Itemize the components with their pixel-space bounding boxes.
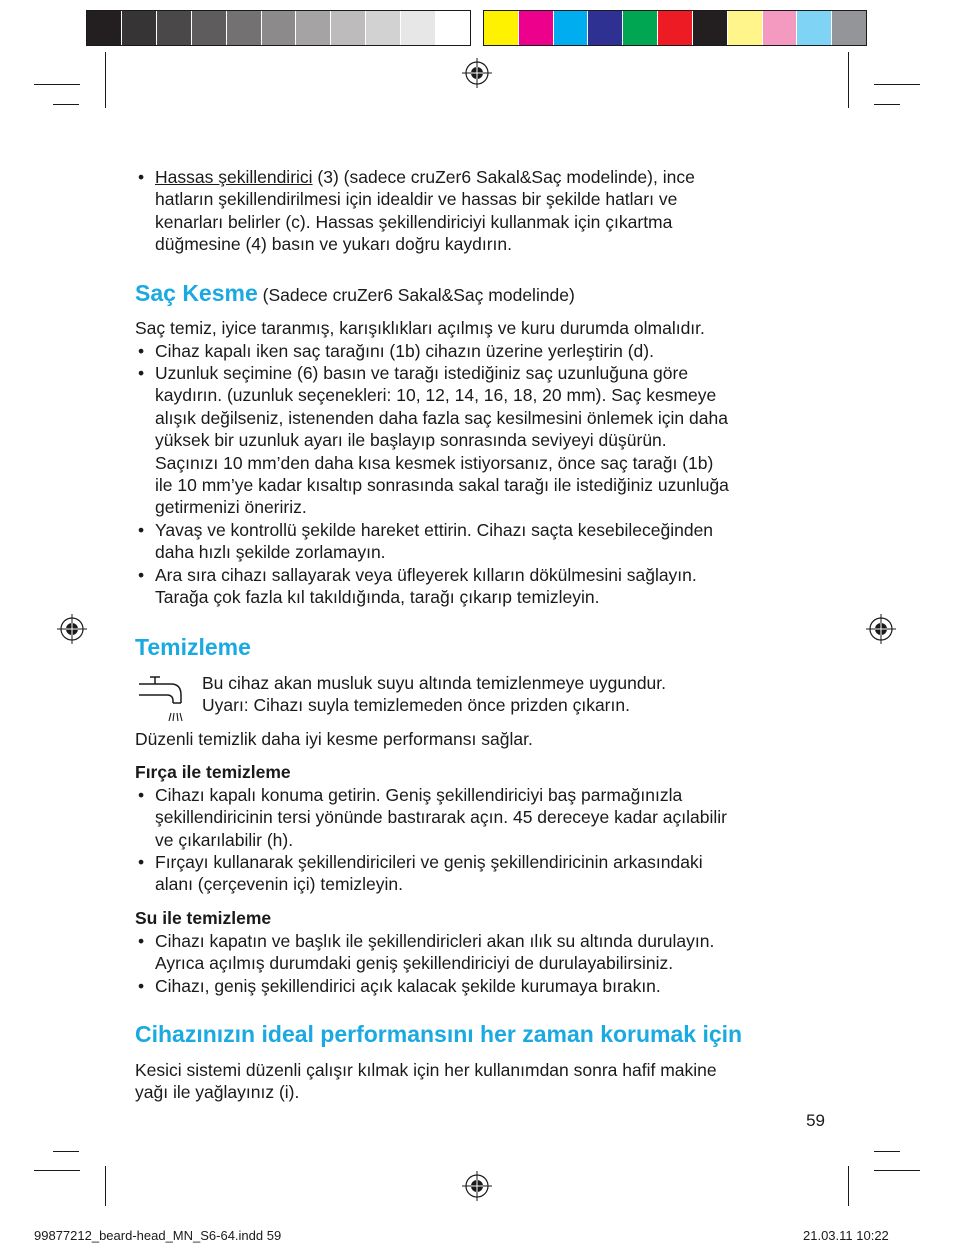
text: Cihazı, geniş şekillendirici açık kalacak şekilde kurumaya bırakın. (155, 976, 661, 996)
color-swatch (693, 11, 728, 45)
footer-date: 21.03.11 10:22 (803, 1228, 889, 1243)
subheading-water-cleaning: Su ile temizleme (135, 908, 272, 928)
crop-mark (848, 1166, 849, 1206)
color-swatch (87, 11, 122, 45)
text: yağı ile yağlayınız (i). (135, 1082, 300, 1103)
bullet: • (138, 931, 145, 951)
text: Uzunluk seçimine (6) basın ve tarağı istediğiniz saç uzunluğuna göre (155, 363, 689, 383)
crop-mark (34, 84, 80, 85)
text: Saçınızı 10 mm’den daha kısa kesmek istiyorsanız, önce saç tarağı (1b) (155, 452, 714, 473)
list-item (135, 340, 825, 362)
color-swatch (554, 11, 589, 45)
color-swatch (296, 11, 331, 45)
text: Yavaş ve kontrollü şekilde hareket ettirin. Cihazı saçta kesebileceğinden (155, 520, 714, 540)
text: şekillendiricinin tersi yönünde bastırarak açın. 45 dereceye kadar açılabilir (155, 807, 727, 828)
bullet: • (138, 852, 145, 872)
paragraph: Bu cihaz akan musluk suyu altında temizlenmeye uygundur. (202, 673, 667, 693)
paragraph: Düzenli temizlik daha iyi kesme performansı sağlar. (135, 729, 533, 749)
text: yüksek bir uzunluk ayarı ile başlayıp sonrasında seviyeyi düşürün. (155, 430, 667, 451)
text: Ayrıca açılmış durumdaki geniş şekillendiriciyi de durulayabilirsiniz. (155, 953, 674, 974)
section-heading-cleaning: Temizleme (135, 634, 251, 660)
color-swatch (157, 11, 192, 45)
list-item (135, 519, 825, 564)
color-swatch (122, 11, 157, 45)
text: Kesici sistemi düzenli çalışır kılmak için her kullanımdan sonra hafif makine (135, 1060, 717, 1080)
crop-mark (34, 1170, 80, 1171)
bullet: • (138, 520, 145, 540)
section-heading-hair-cutting (135, 279, 575, 309)
color-swatch (832, 11, 866, 45)
text: hatların şekillendirilmesi için idealdir ve hassas bir şekilde hatları ve (155, 189, 678, 210)
paragraph: Saç temiz, iyice taranmış, karışıklıkları açılmış ve kuru durumda olmalıdır. (135, 318, 705, 338)
crop-mark (53, 104, 79, 105)
color-swatch (436, 11, 470, 45)
text: Tarağa çok fazla kıl takıldığında, tarağı çıkarıp temizleyin. (155, 587, 600, 608)
process-color-bar (483, 10, 867, 46)
bullet: • (138, 363, 145, 383)
bullet: • (138, 785, 145, 805)
text: Cihazı kapatın ve başlık ile şekillendiricleri akan ılık su altında durulayın. (155, 931, 715, 951)
heading-subtitle: (Sadece cruZer6 Sakal&Saç modelinde) (257, 285, 575, 305)
color-swatch (401, 11, 436, 45)
crop-mark (53, 1151, 79, 1152)
color-swatch (262, 11, 297, 45)
color-swatch (519, 11, 554, 45)
registration-mark-icon (57, 614, 87, 644)
text: daha hızlı şekilde zorlamayın. (155, 542, 386, 563)
list-item (135, 362, 825, 519)
color-swatch (484, 11, 519, 45)
section-heading-performance: Cihazınızın ideal performansını her zaman korumak için (135, 1021, 743, 1047)
crop-mark (105, 52, 106, 108)
crop-mark (874, 1170, 920, 1171)
list-item (135, 930, 825, 975)
text: (3) (sadece cruZer6 Sakal&Saç modelinde), ince (312, 167, 695, 187)
text: Cihazı kapalı konuma getirin. Geniş şekillendiriciyi baş parmağınızla (155, 785, 683, 805)
color-swatch (763, 11, 798, 45)
crop-mark (874, 84, 920, 85)
page-number: 59 (806, 1111, 825, 1130)
text: kenarları belirler (c). Hassas şekillendiriciyi kullanmak için çıkartma (155, 211, 673, 232)
list-item (135, 784, 825, 851)
footer-file-name: 99877212_beard-head_MN_S6-64.indd 59 (34, 1228, 282, 1243)
bullet: • (138, 565, 145, 585)
text: ile 10 mm’ye kadar kısaltıp sonrasında sakal tarağı ile istediğiniz uzunluğa (155, 475, 729, 496)
registration-mark-icon (462, 1171, 492, 1201)
text: alışık değilseniz, istenenden daha fazla saç kesilmesini önlemek için daha (155, 407, 728, 428)
color-swatch (658, 11, 693, 45)
grayscale-color-bar (86, 10, 471, 46)
registration-mark-icon (462, 58, 492, 88)
text: Ara sıra cihazı sallayarak veya üfleyerek kılların dökülmesini sağlayın. (155, 565, 697, 585)
tap-water-icon (135, 671, 187, 723)
text: getirmenizi öneririz. (155, 497, 307, 518)
color-swatch (192, 11, 227, 45)
color-swatch (331, 11, 366, 45)
list-item (135, 564, 825, 609)
bullet: • (138, 341, 145, 361)
text: düğmesine (4) basın ve yukarı doğru kaydırın. (155, 234, 512, 255)
bullet: • (138, 167, 145, 187)
precision-trimmer-term: Hassas şekillendirici (155, 167, 313, 187)
list-item (135, 851, 825, 896)
color-swatch (588, 11, 623, 45)
color-swatch (728, 11, 763, 45)
text: ve çıkarılabilir (h). (155, 829, 294, 850)
crop-mark (848, 52, 849, 108)
registration-mark-icon (866, 614, 896, 644)
warning-text: Uyarı: Cihazı suyla temizlemeden önce prizden çıkarın. (202, 695, 630, 715)
crop-mark (874, 104, 900, 105)
text: kaydırın. (uzunluk seçenekleri: 10, 12, 14, 16, 18, 20 mm). Saç kesmeye (155, 385, 717, 406)
subheading-brush-cleaning: Fırça ile temizleme (135, 762, 291, 782)
paragraph (135, 1059, 825, 1104)
text: alanı (çerçevenin içi) temizleyin. (155, 874, 404, 895)
color-swatch (623, 11, 658, 45)
text: Cihaz kapalı iken saç tarağını (1b) cihazın üzerine yerleştirin (d). (155, 341, 654, 361)
text: Fırçayı kullanarak şekillendiricileri ve geniş şekillendiricinin arkasındaki (155, 852, 703, 872)
list-item (135, 166, 825, 256)
color-swatch (227, 11, 262, 45)
color-swatch (366, 11, 401, 45)
crop-mark (874, 1151, 900, 1152)
crop-mark (105, 1166, 106, 1206)
color-swatch (797, 11, 832, 45)
list-item (135, 975, 825, 997)
bullet: • (138, 976, 145, 996)
heading-text: Saç Kesme (135, 280, 258, 306)
